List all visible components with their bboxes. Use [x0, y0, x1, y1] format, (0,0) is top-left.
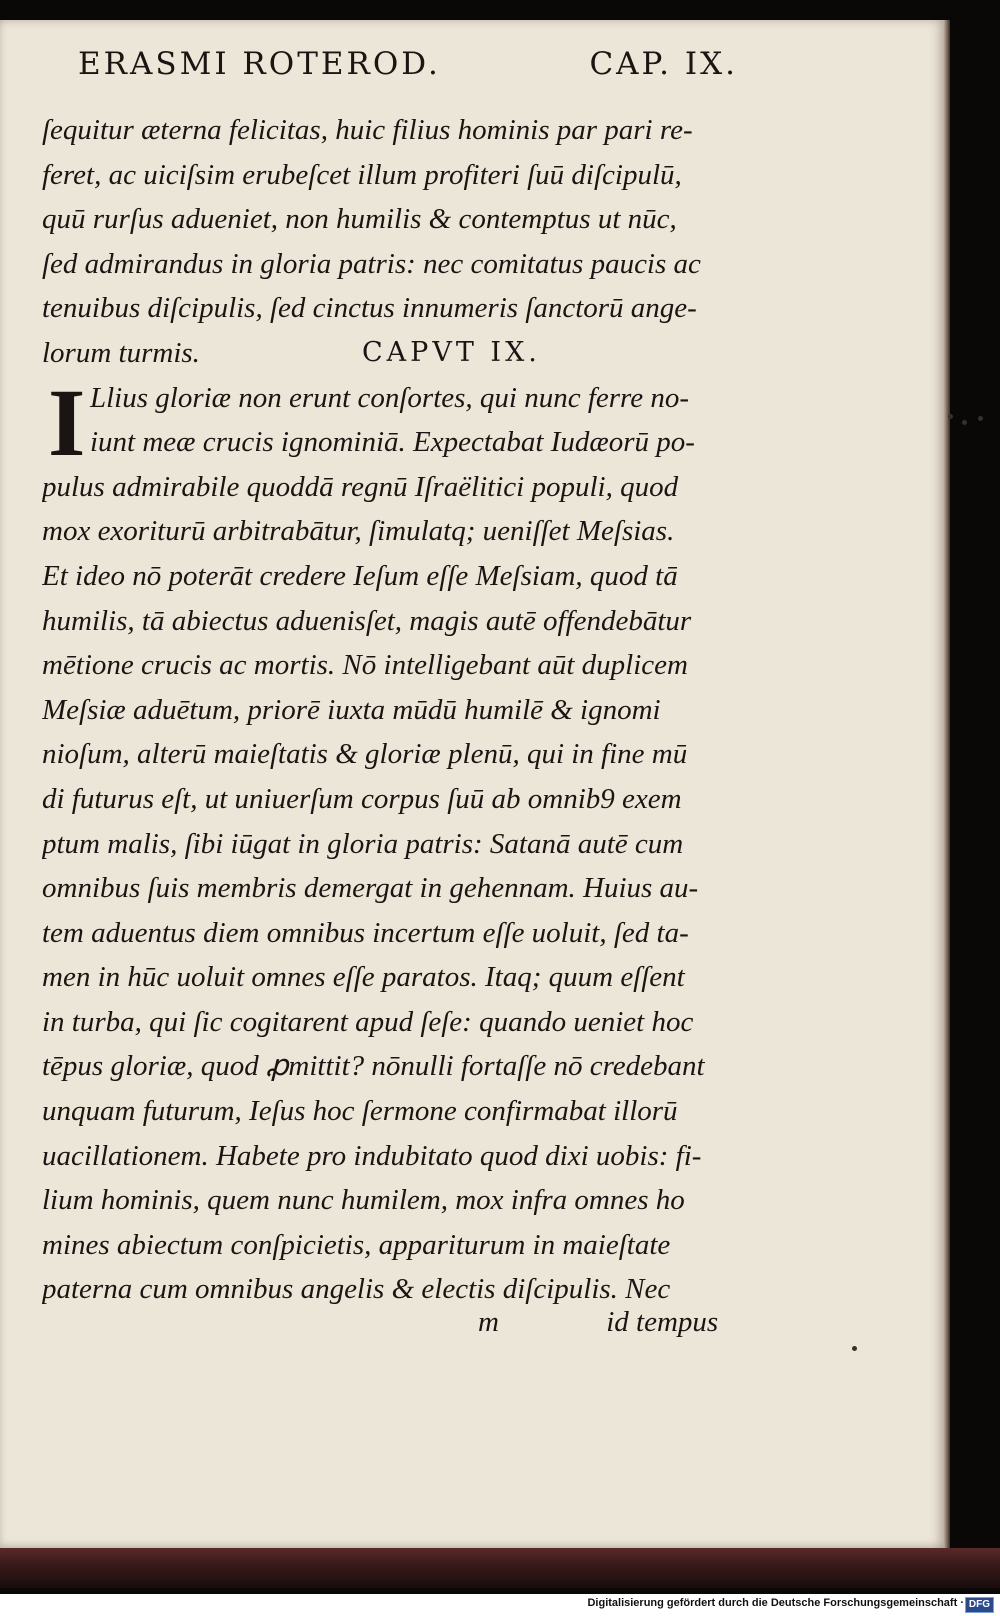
signature-mark: m [478, 1306, 499, 1338]
dust-spot [962, 420, 967, 425]
text-line-lead: lorum turmis. [42, 336, 200, 369]
catchword: id tempus [606, 1306, 719, 1338]
text-line: humilis, tā abiectus aduenisſet, magis autē offendebātur [42, 604, 692, 637]
text-line: Et ideo nō poterāt credere Ieſum eſſe Meſsiam, quod tā [42, 559, 678, 592]
chapter-heading-line [42, 331, 742, 376]
running-head-author: ERASMI ROTEROD. [78, 46, 441, 82]
text-line: tēpus gloriæ, quod ꝓmittit? nōnulli fortaſſe nō credebant [42, 1050, 705, 1083]
chapter-title: CAPVT IX. [362, 336, 541, 368]
text-line: Llius gloriæ non erunt conſortes, qui nunc ferre no- [90, 381, 690, 414]
text-line: omnibus ſuis membris demergat in gehennam. Huius au- [42, 872, 699, 905]
dfg-logo: DFG [965, 1597, 994, 1613]
text-line: unquam futurum, Ieſus hoc ſermone confirmabat illorū [42, 1095, 678, 1128]
text-line: mētione crucis ac mortis. Nō intelligebant aūt duplicem [42, 649, 688, 682]
text-line: ptum malis, ſibi iūgat in gloria patris: Satanā autē cum [42, 827, 684, 860]
text-line: nioſum, alterū maieſtatis & gloriæ plenū, qui in fine mū [42, 738, 688, 771]
funding-notice: Digitalisierung gefördert durch die Deutsche Forschungsgemeinschaft · [587, 1597, 964, 1609]
running-head [78, 46, 738, 82]
text-line: uacillationem. Habete pro indubitato quod dixi uobis: fi- [42, 1139, 702, 1172]
text-line: mines abiectum conſpicietis, appariturum in maieſtate [42, 1228, 671, 1261]
main-text [42, 108, 742, 1312]
text-line: iunt meæ crucis ignominiā. Expectabat Iudæorū po- [90, 426, 695, 459]
text-line: feret, ac uiciſsim erubeſcet illum profiteri ſuū diſcipulū, [42, 158, 682, 191]
text-line: lium hominis, quem nunc humilem, mox infra omnes ho [42, 1184, 685, 1217]
text-line: pulus admirabile quoddā regnū Iſraëlitici populi, quod [42, 470, 679, 503]
funding-notice-text: Digitalisierung gefördert durch die Deutsche Forschungsgemeinschaft [587, 1597, 958, 1609]
page-edge [944, 20, 950, 1550]
dust-spot [948, 414, 953, 419]
initial-paragraph [42, 368, 742, 476]
text-line: quū rurſus adueniet, non humilis & contemptus ut nūc, [42, 203, 677, 236]
running-head-chapter: CAP. IX. [589, 46, 738, 82]
text-line: ſequitur æterna felicitas, huic filius hominis par pari re- [42, 114, 693, 146]
dust-spot [852, 1346, 857, 1351]
text-line: ſed admirandus in gloria patris: nec comitatus paucis ac [42, 247, 701, 280]
drop-cap-initial: I [48, 368, 86, 476]
binding-edge [0, 1548, 1000, 1588]
text-line: di futurus eſt, ut uniuerſum corpus ſuū ab omnib9 exem [42, 782, 682, 815]
text-line: Meſsiæ aduētum, priorē iuxta mūdū humilē & ignomi [42, 693, 661, 726]
text-line: men in hūc uoluit omnes eſſe paratos. Itaq; quum eſſent [42, 961, 685, 994]
text-line: paterna cum omnibus angelis & electis diſcipulis. Nec [42, 1273, 671, 1306]
text-line: mox exoriturū arbitrabātur, ſimulatq; ueniſſet Meſsias. [42, 515, 675, 548]
dust-spot [978, 416, 983, 421]
catchwords [478, 1306, 738, 1339]
text-line: tem aduentus diem omnibus incertum eſſe uoluit, ſed ta- [42, 916, 689, 949]
text-line: tenuibus diſcipulis, ſed cinctus innumeris ſanctorū ange- [42, 292, 697, 325]
text-line: in turba, qui ſic cogitarent apud ſeſe: quando ueniet hoc [42, 1005, 694, 1038]
